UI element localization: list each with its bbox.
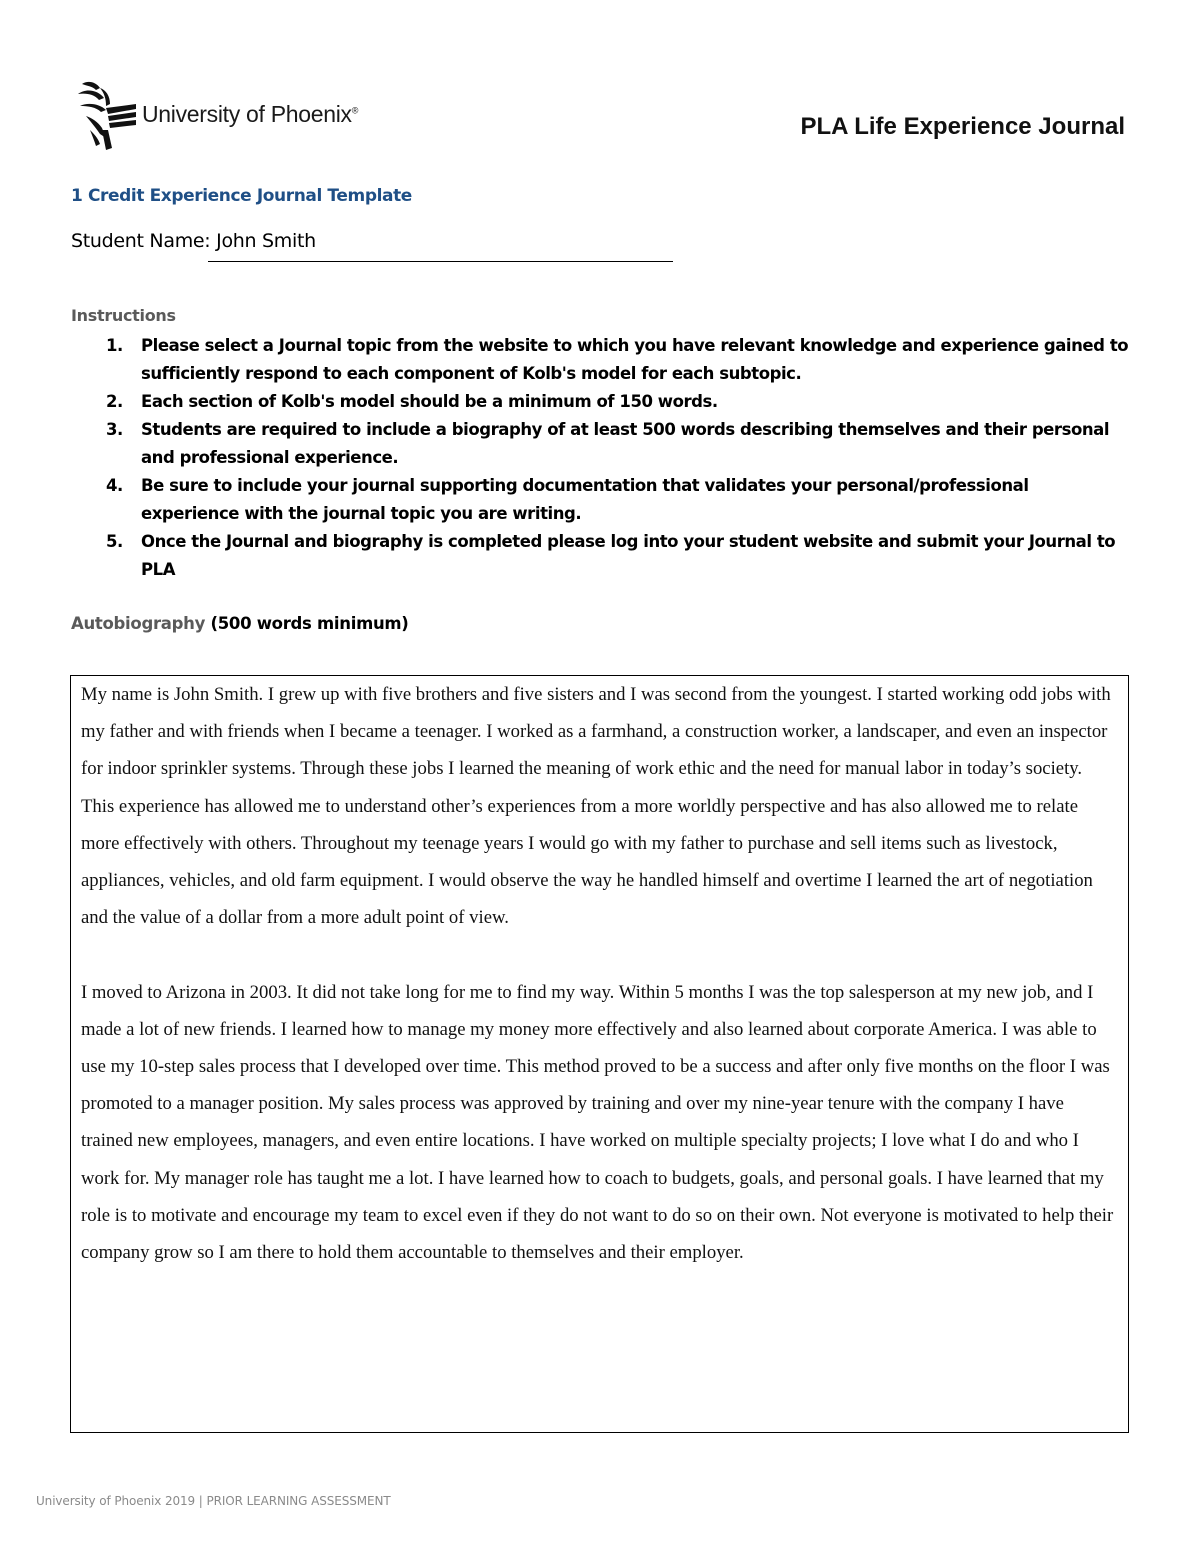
- instruction-text: Each section of Kolb's model should be a minimum of 150 words.: [141, 392, 718, 411]
- autobiography-text: [81, 676, 1116, 1271]
- university-name: University of Phoenix®: [142, 100, 359, 127]
- instruction-item: [71, 528, 1131, 584]
- instruction-number: 2.: [106, 392, 123, 411]
- instruction-number: 5.: [106, 532, 123, 551]
- autobiography-requirement: (500 words minimum): [210, 614, 409, 633]
- instruction-item: [71, 388, 1131, 416]
- instructions-list: [71, 332, 1131, 584]
- autobiography-label: Autobiography: [71, 614, 206, 633]
- autobiography-heading: [71, 614, 409, 633]
- university-logo: [76, 78, 358, 152]
- instruction-item: [71, 416, 1131, 472]
- document-title: PLA Life Experience Journal: [800, 113, 1125, 140]
- instruction-text: Once the Journal and biography is completed please log into your student website and submit your Journal to PLA: [141, 532, 1116, 579]
- phoenix-bird-icon: [76, 78, 138, 152]
- student-name-underline: [208, 261, 673, 262]
- template-title: 1 Credit Experience Journal Template: [71, 186, 412, 206]
- autobiography-text-box[interactable]: [70, 675, 1129, 1433]
- student-name-row: [71, 230, 316, 252]
- registered-mark: ®: [351, 104, 359, 115]
- instruction-text: Students are required to include a biography of at least 500 words describing themselves and their personal and professional experience.: [141, 420, 1110, 467]
- instruction-text: Be sure to include your journal supporting documentation that validates your personal/professional experience with the journal topic you are writing.: [141, 476, 1029, 523]
- instruction-text: Please select a Journal topic from the website to which you have relevant knowledge and experience gained to sufficiently respond to each component of Kolb's model for each subtopic.: [141, 336, 1129, 383]
- autobiography-paragraph: I moved to Arizona in 2003. It did not take long for me to find my way. Within 5 months I was the top salesperson at my new job, and I made a lot of new friends. I learned how to manage my money more effectively and also learned about corporate America. I was able to use my 10-step sales process that I developed over time. This method proved to be a success and after only five months on the floor I was promoted to a manager position. My sales process was approved by training and over my nine-year tenure with the company I have trained new employees, managers, and even entire locations. I have worked on multiple specialty projects; I love what I do and who I work for. My manager role has taught me a lot. I have learned how to coach to budgets, goals, and personal goals. I have learned that my role is to motivate and encourage my team to excel even if they do not want to do so on their own. Not everyone is motivated to help their company grow so I am there to hold them accountable to themselves and their employer.: [81, 981, 1114, 1264]
- instructions-heading: Instructions: [71, 306, 176, 325]
- instruction-item: [71, 332, 1131, 388]
- instruction-item: [71, 472, 1131, 528]
- instruction-number: 1.: [106, 336, 123, 355]
- autobiography-paragraph: My name is John Smith. I grew up with five brothers and five sisters and I was second from the youngest. I started working odd jobs with my father and with friends when I became a teenager. I worked as a farmhand, a construction worker, a landscaper, and even an inspector for indoor sprinkler systems. Through these jobs I learned the meaning of work ethic and the need for manual labor in today’s society. This experience has allowed me to understand other’s experiences from a more worldly perspective and has also allowed me to relate more effectively with others. Throughout my teenage years I would go with my father to purchase and sell items such as livestock, appliances, vehicles, and old farm equipment. I would observe the way he handled himself and overtime I learned the art of negotiation and the value of a dollar from a more adult point of view.: [81, 684, 1111, 929]
- instruction-number: 4.: [106, 476, 123, 495]
- student-name-value: John Smith: [216, 230, 316, 252]
- instruction-number: 3.: [106, 420, 123, 439]
- page-footer: University of Phoenix 2019 | PRIOR LEARNING ASSESSMENT: [36, 1494, 391, 1508]
- student-name-label: Student Name:: [71, 230, 211, 252]
